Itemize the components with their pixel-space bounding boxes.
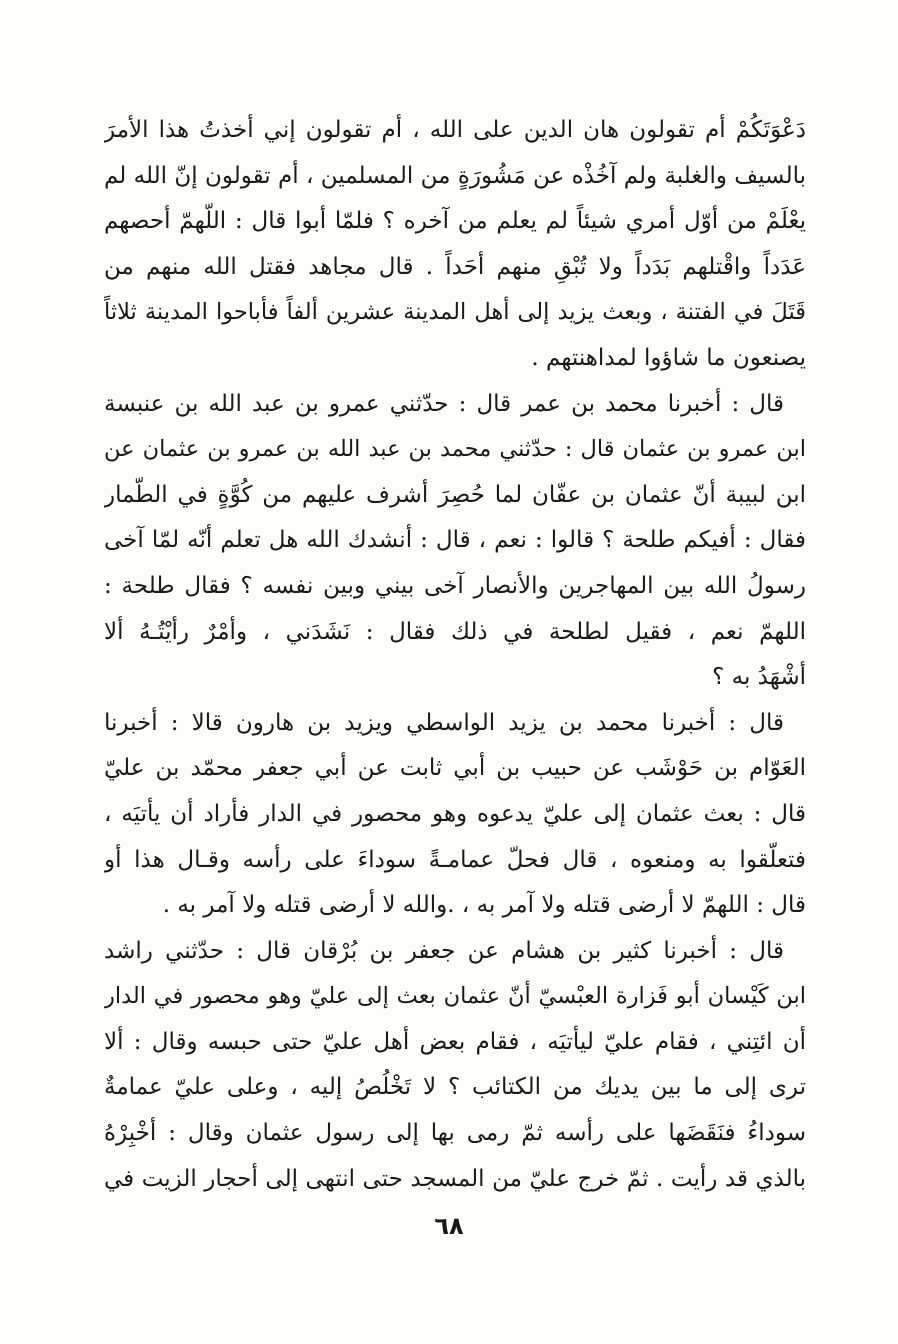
text-line: عَدَداً واقْتلهم بَدَداً ولا تُبْقِ منهم أحَداً . قال مجاهد فقتل الله منهم من	[104, 253, 806, 280]
paragraph	[104, 929, 806, 1203]
text-line: ابن عمرو بن عثمان قال : حدّثني محمد بن عبد الله بن عمرو بن عثمان عن	[104, 436, 806, 463]
paragraph	[104, 701, 806, 929]
text-line: يصنعون ما شاؤوا لمداهنتهم .	[531, 344, 806, 371]
text-line: ترى إلى ما بين يديك من الكتائب ؟ لا تَخْلُصُ إليه ، وعلى عليّ عمامةٌ	[104, 1074, 806, 1101]
text-line: اللهمّ نعم ، فقيل لطلحة في ذلك فقال : نَشَدَني ، وأمْرٌ رأيْتُـهُ ألا	[104, 618, 806, 645]
text-line: العَوّام بن حَوْشَب عن حبيب بن أبي ثابت عن أبي جعفر محمّد بن عليّ	[104, 755, 806, 782]
text-line: قال : بعث عثمان إلى عليّ يدعوه وهو محصور في الدار فأراد أن يأتيَه ،	[104, 800, 806, 827]
text-line: بالذي قد رأيت . ثمّ خرج عليّ من المسجد حتى انتهى إلى أحجار الزيت في	[104, 1165, 806, 1192]
text-line: فقال : أفيكم طلحة ؟ قالوا : نعم ، قال : أنشدك الله هل تعلم أنّه لمّا آخى	[104, 527, 806, 554]
text-line: قال : أخبرنا كثير بن هشام عن جعفر بن بُرْقان قال : حدّثني راشد	[104, 937, 784, 964]
text-line: فتعلّقوا به ومنعوه ، قال فحلّ عمامـةً سوداءَ على رأسه وقـال هذا أو	[104, 846, 806, 873]
text-line: قال : أخبرنا محمد بن يزيد الواسطي ويزيد بن هارون قالا : أخبرنا	[104, 709, 784, 736]
page-body-text	[104, 108, 806, 1202]
text-line: أن ائتِني ، فقام عليّ ليأتيَه ، فقام بعض أهل عليّ حتى حبسه وقال : ألا	[104, 1028, 806, 1055]
paragraph	[104, 108, 806, 382]
text-line: ابن لبيبة أنّ عثمان بن عفّان لما حُصِرَ أشرف عليهم من كُوَّةٍ في الطّمار	[104, 481, 806, 508]
text-line: أشْهَدُ به ؟	[712, 664, 806, 691]
text-line: سوداءُ فنَقَضَها على رأسه ثمّ رمى بها إلى رسول عثمان وقال : أخْبِرْهُ	[104, 1120, 806, 1147]
text-line: ابن كَيْسان أبو فَزارة العبْسيّ أنّ عثمان بعث إلى عليّ وهو محصور في الدار	[104, 983, 806, 1010]
text-line: قال : اللهمّ لا أرضى قتله ولا آمر به ، .والله لا أرضى قتله ولا آمر به .	[162, 892, 806, 919]
text-line: يعْلَمْ من أوّل أمري شيئاً لم يعلم من آخره ؟ فلمّا أبوا قال : اللّهمّ أحصهم	[104, 208, 806, 235]
text-line: قال : أخبرنا محمد بن عمر قال : حدّثني عمرو بن عبد الله بن عنبسة	[104, 390, 784, 417]
text-line: بالسيف والغلبة ولم آخُذْه عن مَشُورَةٍ من المسلمين ، أم تقولون إنّ الله لم	[104, 162, 806, 189]
text-line: دَعْوَتَكُمْ أم تقولون هان الدين على الله ، أم تقولون إني أخذتُ هذا الأمرَ	[104, 117, 806, 143]
text-line: رسولُ الله بين المهاجرين والأنصار آخى بيني وبين نفسه ؟ فقال طلحة :	[104, 572, 806, 599]
paragraph	[104, 382, 806, 701]
text-line: قَتَلَ في الفتنة ، وبعث يزيد إلى أهل المدينة عشرين ألفاً فأباحوا المدينة ثلاثاً	[104, 299, 806, 326]
page-number: ٦٨	[434, 1212, 464, 1240]
